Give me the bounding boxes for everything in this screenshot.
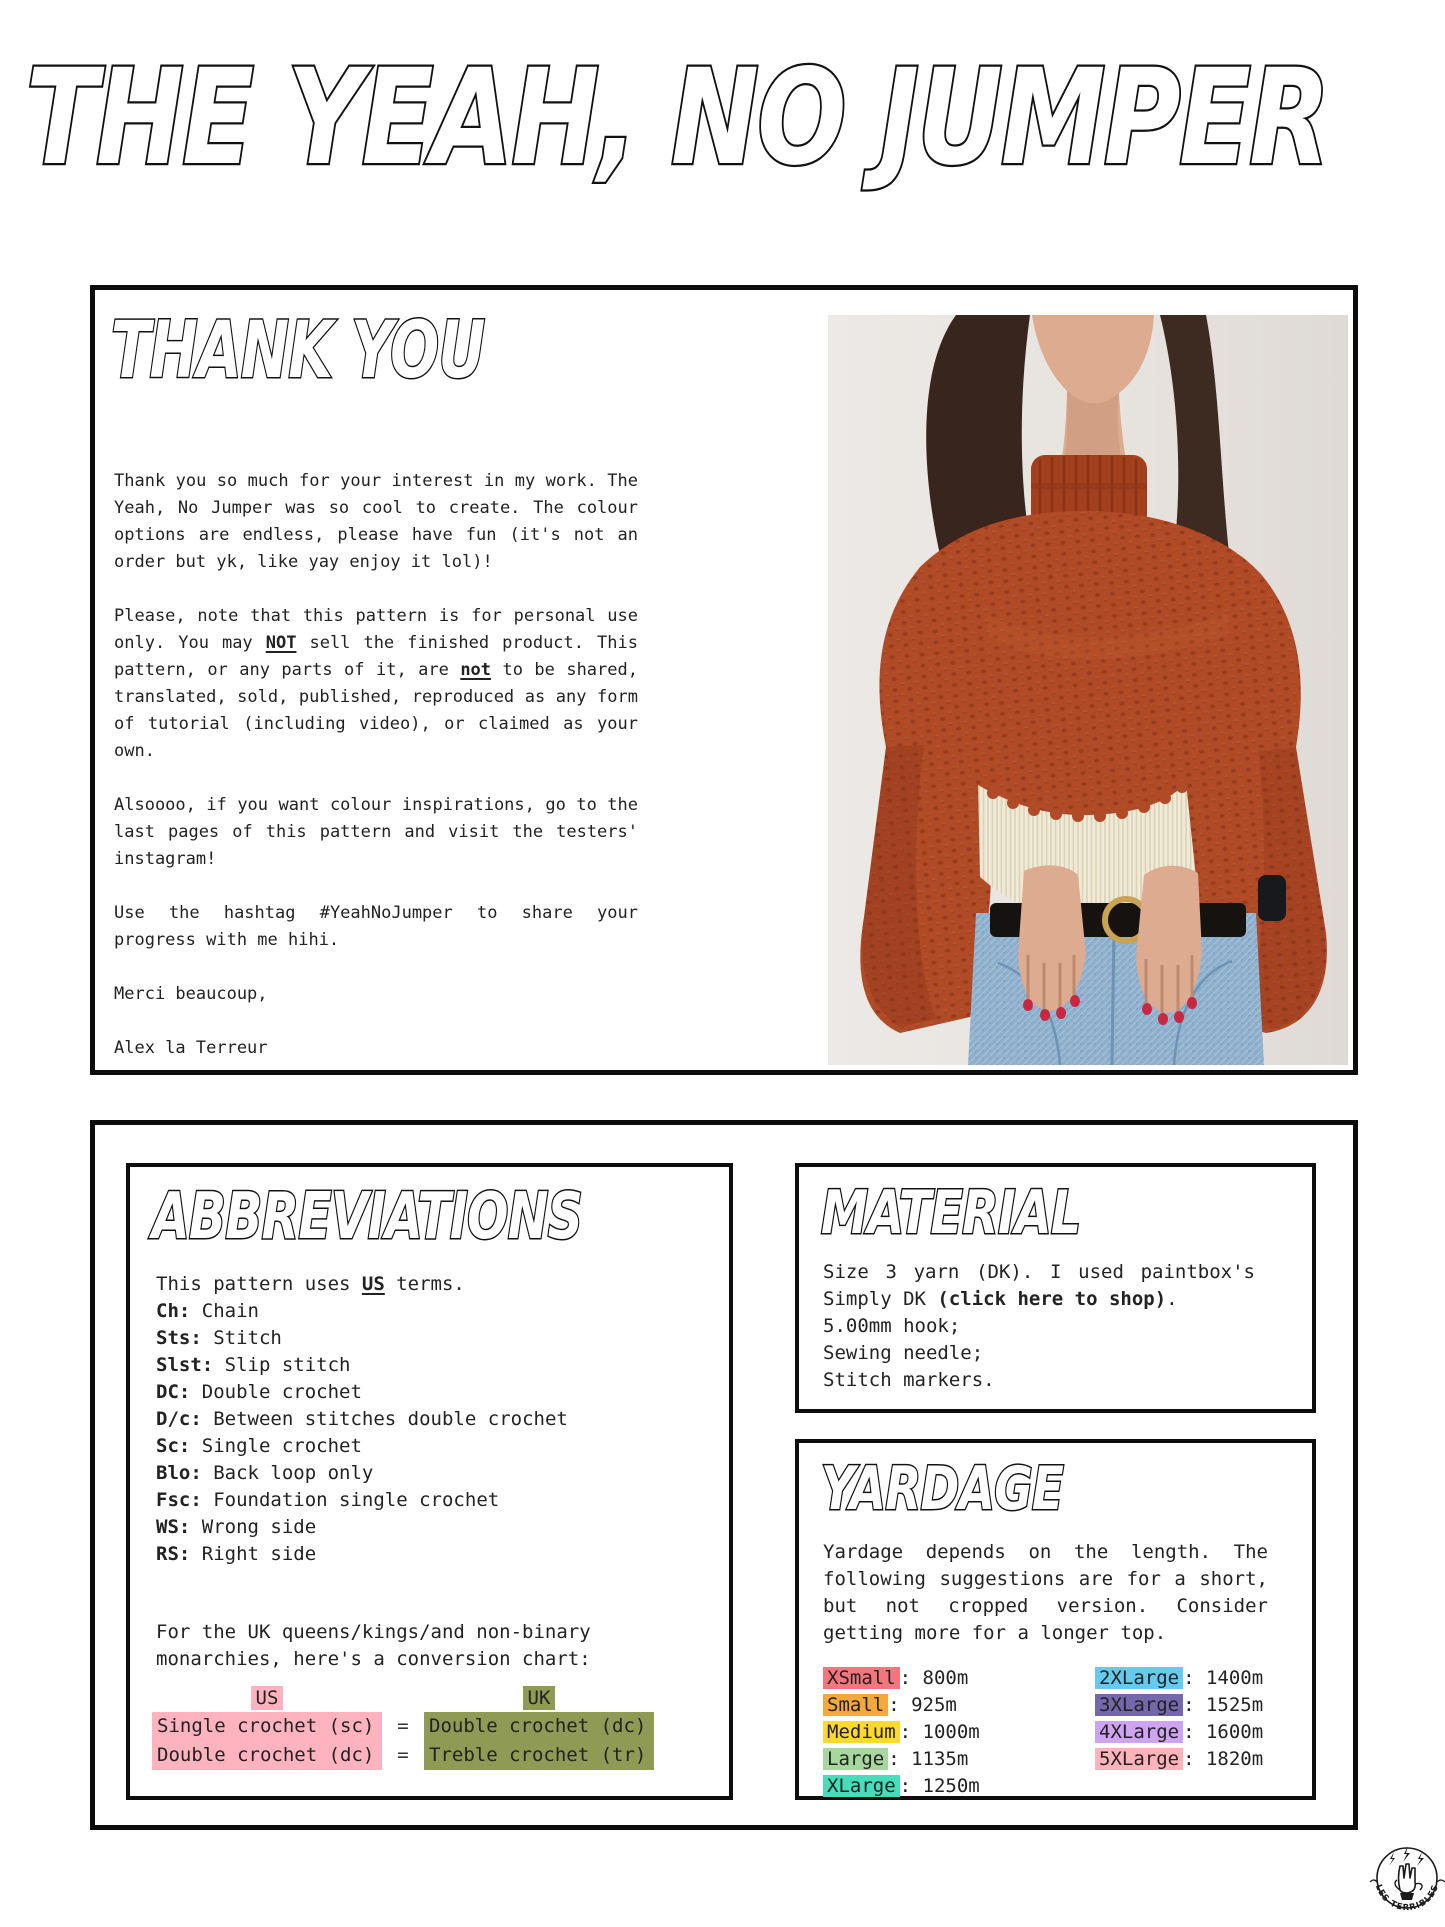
size-row: XLarge : 1250m — [823, 1773, 1095, 1799]
yardage-right-column — [1095, 1665, 1303, 1800]
lightning-icons — [1389, 1846, 1424, 1866]
size-row: 5XLarge : 1820m — [1095, 1746, 1303, 1772]
abbrev-item: Ch: Chain — [156, 1300, 259, 1322]
size-label: 3XLarge — [1095, 1694, 1183, 1716]
not-emphasis: not — [460, 660, 492, 680]
les-terribles-logo — [1364, 1838, 1445, 1924]
size-value: 1250m — [922, 1775, 980, 1797]
paragraph-inspiration: Alsoooo, if you want colour inspirations, go to the last pages of this pattern and visit the testers' instagram! — [114, 795, 638, 869]
size-row: 3XLarge : 1525m — [1095, 1692, 1303, 1718]
abbrev-item: Sc: Single crochet — [156, 1435, 362, 1457]
yardage-intro: Yardage depends on the length. The following suggestions are for a short, but not cropped version. Consider getting more for a longer top. — [823, 1541, 1268, 1644]
paragraph-intro: Thank you so much for your interest in my work. The Yeah, No Jumper was so cool to create. The colour options are endless, please have fun (it's not an order but yk, like yay enjoy it lol)! — [114, 471, 638, 572]
abbreviations-heading: ABBREVIATIONS — [152, 1180, 583, 1254]
size-row: Medium : 1000m — [823, 1719, 1095, 1745]
material-item: Stitch markers. — [823, 1369, 995, 1391]
material-box — [795, 1163, 1316, 1413]
size-value: 1525m — [1205, 1694, 1264, 1716]
size-row: XSmall : 800m — [823, 1665, 1095, 1691]
size-value: 1820m — [1205, 1748, 1264, 1770]
us-header: US — [251, 1686, 284, 1710]
abbrev-item: Blo: Back loop only — [156, 1462, 374, 1484]
size-label: 2XLarge — [1095, 1667, 1183, 1689]
yardage-size-table — [823, 1665, 1303, 1800]
uk-term: Double crochet (dc) — [424, 1712, 654, 1741]
thank-you-heading: THANK YOU — [111, 306, 485, 396]
conversion-row: Double crochet (dc) = Treble crochet (tr) — [152, 1741, 654, 1770]
model-hand-left — [1018, 865, 1086, 1021]
abbrev-item: RS: Right side — [156, 1543, 317, 1565]
yardage-left-column — [823, 1665, 1095, 1800]
conversion-row: Single crochet (sc) = Double crochet (dc) — [152, 1712, 654, 1741]
uk-term: Treble crochet (tr) — [424, 1741, 654, 1770]
wristwatch — [1258, 875, 1286, 921]
size-label: XSmall — [823, 1667, 900, 1689]
size-row: 4XLarge : 1600m — [1095, 1719, 1303, 1745]
rock-hand-icon — [1395, 1864, 1422, 1900]
thank-you-letter — [114, 468, 638, 1089]
size-value: 1400m — [1205, 1667, 1264, 1689]
paragraph-hashtag: Use the hashtag #YeahNoJumper to share your progress with me hihi. — [114, 903, 638, 950]
abbrev-item: Slst: Slip stitch — [156, 1354, 351, 1376]
material-item: 5.00mm hook; — [823, 1315, 961, 1337]
jumper-photo — [828, 315, 1348, 1065]
abbrev-item: D/c: Between stitches double crochet — [156, 1408, 568, 1430]
abbrev-intro: This pattern uses US terms. — [156, 1273, 465, 1295]
abbrev-item: Sts: Stitch — [156, 1327, 282, 1349]
abbrev-item: WS: Wrong side — [156, 1516, 317, 1538]
material-list — [823, 1259, 1293, 1394]
paragraph-terms: Please, note that this pattern is for personal use only. You may NOT sell the finished product. This pattern, or any parts of it, are not to be shared, translated, sold, published, reproduced as any form of tutorial (including video), or claimed as your own. — [114, 606, 638, 761]
material-heading: MATERIAL — [821, 1178, 1081, 1248]
size-label: Small — [823, 1694, 888, 1716]
size-label: 4XLarge — [1095, 1721, 1183, 1743]
sign-off: Merci beaucoup, — [114, 984, 268, 1004]
abbrev-item: DC: Double crochet — [156, 1381, 362, 1403]
conversion-header-row — [152, 1685, 654, 1712]
model-hand-right — [1136, 866, 1202, 1025]
abbreviations-list — [156, 1271, 716, 1568]
size-row: Small : 925m — [823, 1692, 1095, 1718]
not-emphasis: NOT — [265, 633, 297, 653]
size-row: 2XLarge : 1400m — [1095, 1665, 1303, 1691]
uk-header: UK — [523, 1686, 556, 1710]
size-label: XLarge — [823, 1775, 900, 1797]
material-item: Sewing needle; — [823, 1342, 984, 1364]
size-value: 800m — [922, 1667, 969, 1689]
size-value: 1600m — [1205, 1721, 1264, 1743]
us-term: Double crochet (dc) — [152, 1741, 382, 1770]
logo-text: LES TERRIBLES — [1372, 1883, 1442, 1914]
size-label: 5XLarge — [1095, 1748, 1183, 1770]
size-label: Medium — [823, 1721, 900, 1743]
us-emphasis: US — [361, 1273, 385, 1295]
thank-you-section — [90, 285, 1358, 1075]
us-term: Single crochet (sc) — [152, 1712, 382, 1741]
page-title: THE YEAH, NO JUMPER — [26, 41, 1329, 195]
author-name: Alex la Terreur — [114, 1038, 268, 1058]
uk-conversion-note: For the UK queens/kings/and non-binary monarchies, here's a conversion chart: — [156, 1621, 591, 1670]
info-section — [90, 1120, 1358, 1830]
size-value: 925m — [911, 1694, 957, 1716]
abbreviations-box — [126, 1163, 733, 1800]
yardage-box — [795, 1439, 1316, 1800]
yardage-heading: YARDAGE — [821, 1454, 1064, 1524]
size-value: 1000m — [922, 1721, 980, 1743]
yarn-line: Size 3 yarn (DK). I used paintbox's Simply DK (click here to shop). — [823, 1261, 1255, 1310]
conversion-chart — [152, 1685, 654, 1770]
abbrev-item: Fsc: Foundation single crochet — [156, 1489, 500, 1511]
size-value: 1135m — [911, 1748, 969, 1770]
size-row: Large : 1135m — [823, 1746, 1095, 1772]
size-label: Large — [823, 1748, 888, 1770]
shop-link[interactable]: (click here to shop) — [937, 1288, 1167, 1310]
